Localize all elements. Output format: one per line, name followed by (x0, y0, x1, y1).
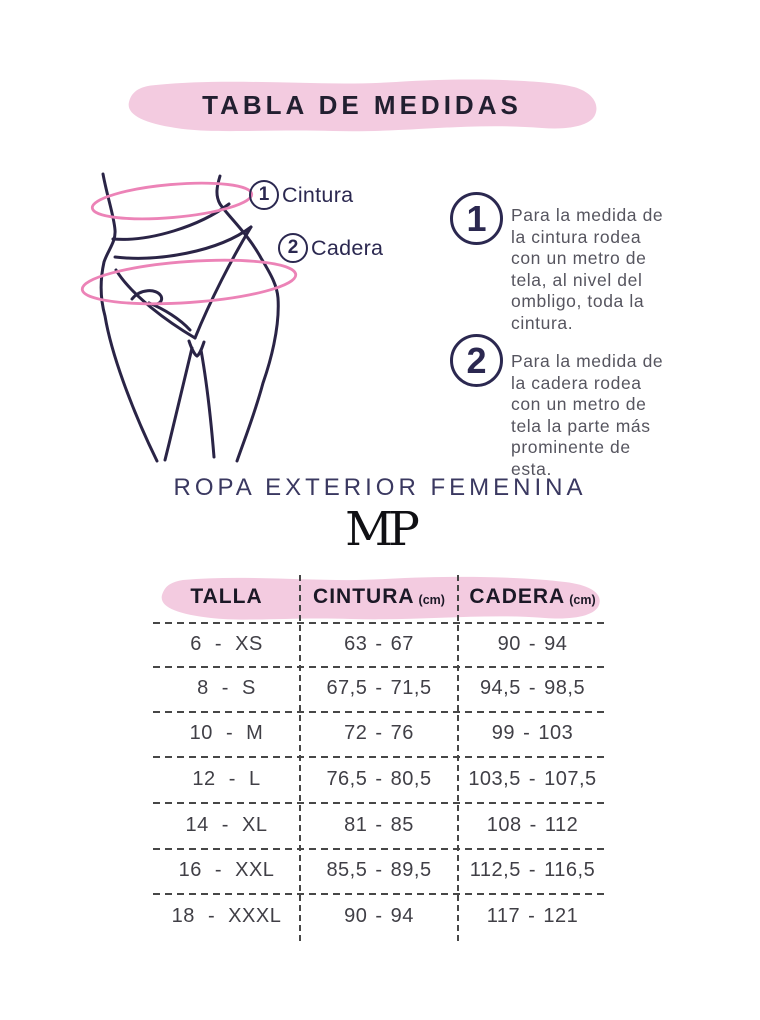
step-1-line: Para la medida de (511, 205, 664, 225)
hip-measure-ellipse (81, 254, 297, 310)
cell-cadera: 108 - 112 (486, 813, 579, 836)
callout-2-badge: 2 (278, 233, 308, 263)
section-heading: ROPA EXTERIOR FEMENINA (173, 474, 587, 501)
inner-right-leg-line (201, 350, 214, 457)
column-divider (299, 575, 301, 941)
step-2-line: prominente de (511, 437, 631, 457)
cell-cintura: 67,5 - 71,5 (326, 677, 432, 699)
cell-talla: 10 - M (189, 722, 264, 744)
brand-logo: MP (345, 502, 415, 557)
cell-talla: 18 - XXXL (171, 904, 282, 927)
column-header-cintura-unit: (cm) (418, 593, 445, 607)
right-torso-leg-line (217, 176, 278, 461)
panty-curl-tail (149, 303, 190, 330)
callout-cintura (249, 180, 353, 210)
cell-cintura: 90 - 94 (344, 904, 414, 927)
row-divider (153, 622, 607, 624)
step-1-line: tela, al nivel del (511, 269, 643, 290)
step-1-line: con un metro de (511, 248, 647, 268)
step-1-badge: 1 (450, 192, 503, 245)
step-2-text (511, 351, 721, 480)
column-header-cadera (458, 574, 607, 620)
column-header-cadera-label: CADERA (469, 585, 566, 608)
cell-talla: 12 - L (192, 767, 261, 790)
cell-talla: 16 - XXL (178, 859, 275, 881)
table-row (153, 893, 607, 939)
column-header-talla (153, 574, 300, 620)
row-divider (153, 711, 607, 713)
column-divider (457, 575, 459, 941)
cell-cintura: 76,5 - 80,5 (326, 767, 432, 790)
row-divider (153, 666, 607, 668)
column-header-cadera-unit: (cm) (569, 593, 596, 607)
cell-cintura: 72 - 76 (344, 722, 414, 744)
title-banner (118, 76, 606, 134)
row-divider (153, 802, 607, 804)
step-2-line: la cadera rodea (511, 372, 642, 393)
cell-talla: 14 - XL (185, 813, 268, 836)
callout-1-label: Cintura (282, 182, 354, 207)
table-row (153, 711, 607, 756)
size-table (153, 574, 607, 942)
row-divider (153, 756, 607, 758)
panty-waistband-top (113, 204, 229, 239)
cell-cadera: 99 - 103 (491, 722, 574, 744)
step-2-line: tela la parte más (511, 415, 651, 436)
table-header-row (153, 574, 607, 620)
step-2-badge: 2 (450, 334, 503, 387)
cell-cintura: 81 - 85 (344, 813, 414, 836)
page-title: TABLA DE MEDIDAS (202, 89, 522, 120)
panty-waistband-bottom (115, 227, 251, 258)
cell-cadera: 103,5 - 107,5 (468, 767, 597, 790)
cell-cadera: 94,5 - 98,5 (479, 677, 586, 699)
step-2-line: Para la medida de (511, 351, 664, 371)
cell-talla: 6 - XS (190, 632, 263, 655)
cell-cadera: 112,5 - 116,5 (469, 859, 596, 881)
cell-cintura: 63 - 67 (344, 632, 414, 655)
table-row (153, 848, 607, 893)
column-header-talla-label: TALLA (190, 585, 263, 608)
step-2-line: con un metro de (511, 394, 647, 414)
column-header-cintura-label: CINTURA (313, 585, 415, 608)
step-1-line: la cintura rodea (511, 226, 642, 247)
step-1-line: ombligo, toda la (511, 291, 645, 311)
table-row (153, 622, 607, 666)
callout-1-badge: 1 (249, 180, 279, 210)
callout-2-label: Cadera (311, 235, 384, 260)
step-1-line: cintura. (511, 312, 574, 333)
inner-left-leg-line (165, 348, 192, 460)
cell-talla: 8 - S (197, 677, 256, 699)
table-row (153, 756, 607, 802)
table-row (153, 802, 607, 848)
cell-cintura: 85,5 - 89,5 (326, 859, 432, 881)
row-divider (153, 848, 607, 850)
cell-cadera: 90 - 94 (497, 632, 568, 655)
callout-cadera (278, 233, 383, 263)
column-header-cintura (300, 574, 458, 620)
row-divider (153, 893, 607, 895)
table-row (153, 666, 607, 711)
step-2-line: esta. (511, 458, 552, 479)
cell-cadera: 117 - 121 (486, 904, 579, 927)
step-1-text (511, 205, 721, 334)
